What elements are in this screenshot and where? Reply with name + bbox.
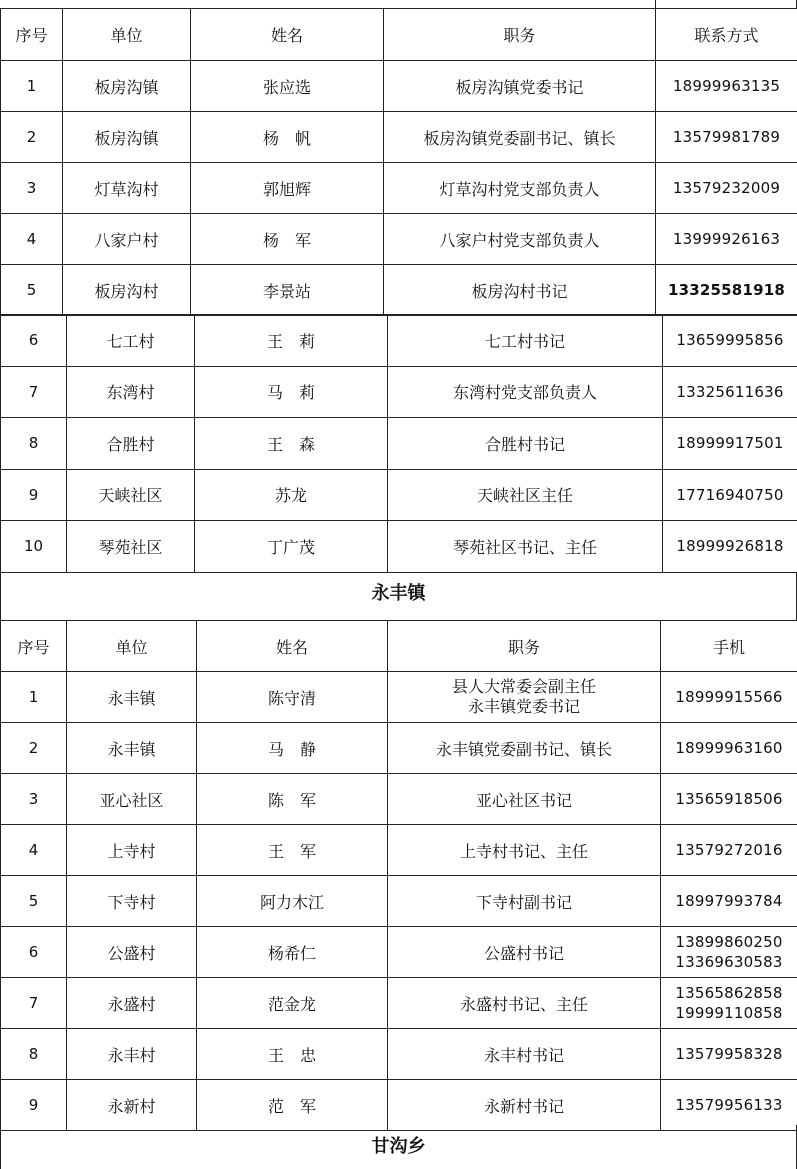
cell-index: 8: [1, 418, 67, 470]
position-line: 永丰镇党委书记: [467, 697, 580, 716]
cell-unit: 板房沟镇: [63, 61, 191, 112]
header-phone: 手机: [661, 621, 797, 672]
cell-unit: 七工村: [67, 315, 195, 367]
cell-index: 10: [1, 521, 67, 573]
cell-index: 5: [1, 265, 63, 316]
cell-index: 2: [1, 723, 67, 774]
cell-position: 板房沟镇党委书记: [384, 61, 656, 112]
cell-phone: 13579981789: [656, 112, 797, 163]
cell-phone: 13325611636: [663, 366, 797, 418]
header-position: 职务: [384, 9, 656, 61]
cell-index: 9: [1, 469, 67, 521]
cell-name: 张应选: [191, 61, 384, 112]
phone-line: 13565862858: [675, 984, 783, 1002]
table-row: [1, 163, 797, 214]
cell-position: 板房沟村书记: [384, 265, 656, 316]
header-index: 序号: [1, 9, 63, 61]
cell-position: 琴苑社区书记、主任: [388, 521, 663, 573]
cell-index: 7: [1, 366, 67, 418]
contact-table-yongfeng: [0, 620, 797, 1131]
cell-unit: 上寺村: [67, 825, 197, 876]
cell-unit: 合胜村: [67, 418, 195, 470]
cell-unit: 东湾村: [67, 366, 195, 418]
table-row: [1, 265, 797, 316]
cell-name: 王 莉: [195, 315, 388, 367]
cell-position: 上寺村书记、主任: [388, 825, 661, 876]
table-row: [1, 469, 797, 521]
cell-index: 1: [1, 672, 67, 723]
table-row: [1, 723, 797, 774]
cell-unit: 灯草沟村: [63, 163, 191, 214]
cell-phone: 13579958328: [661, 1029, 797, 1080]
cell-index: 6: [1, 927, 67, 978]
table-row: [1, 927, 797, 978]
cell-unit: 永丰镇: [67, 723, 197, 774]
cell-phone: 18999915566: [661, 672, 797, 723]
phone-line: 13899860250: [675, 933, 783, 951]
table-row: [1, 672, 797, 723]
cell-unit: 琴苑社区: [67, 521, 195, 573]
cell-position: 公盛村书记: [388, 927, 661, 978]
header-unit: 单位: [67, 621, 197, 672]
cell-name: 王 忠: [197, 1029, 388, 1080]
cell-phone: 13579272016: [661, 825, 797, 876]
cell-unit: 永丰镇: [67, 672, 197, 723]
cell-position: 天峡社区主任: [388, 469, 663, 521]
cell-phone: 13579232009: [656, 163, 797, 214]
header-unit: 单位: [63, 9, 191, 61]
cell-name: 范金龙: [197, 978, 388, 1029]
cell-unit: 八家户村: [63, 214, 191, 265]
cell-name: 陈 军: [197, 774, 388, 825]
cell-phone: 13659995856: [663, 315, 797, 367]
header-name: 姓名: [191, 9, 384, 61]
cell-phone: 18997993784: [661, 876, 797, 927]
header-contact: 联系方式: [656, 9, 797, 61]
cell-name: 阿力木江: [197, 876, 388, 927]
section-title-yongfeng: 永丰镇: [0, 572, 797, 620]
cell-unit: 板房沟村: [63, 265, 191, 316]
table-row: [1, 521, 797, 573]
cell-phone: 13565918506: [661, 774, 797, 825]
table-row: [1, 315, 797, 367]
table-header-row: [1, 621, 797, 672]
cell-name: 王 军: [197, 825, 388, 876]
cell-index: 3: [1, 163, 63, 214]
cell-position: 永丰镇党委副书记、镇长: [388, 723, 661, 774]
cell-name: 杨 帆: [191, 112, 384, 163]
cell-index: 6: [1, 315, 67, 367]
cell-name: 苏龙: [195, 469, 388, 521]
cell-position: 灯草沟村党支部负责人: [384, 163, 656, 214]
table-row: [1, 978, 797, 1029]
table-row: [1, 1029, 797, 1080]
cell-name: 马 莉: [195, 366, 388, 418]
cell-position: 合胜村书记: [388, 418, 663, 470]
cell-index: 8: [1, 1029, 67, 1080]
contact-table-a: [0, 8, 797, 316]
cell-unit: 亚心社区: [67, 774, 197, 825]
cell-phone: 13579956133: [661, 1080, 797, 1131]
cell-name: 陈守清: [197, 672, 388, 723]
cell-phone: 13999926163: [656, 214, 797, 265]
table-row: [1, 214, 797, 265]
cell-phone: 13325581918: [656, 265, 797, 316]
table-row: [1, 1080, 797, 1131]
cell-position: 永丰村书记: [388, 1029, 661, 1080]
table-row: [1, 876, 797, 927]
cell-position: 板房沟镇党委副书记、镇长: [384, 112, 656, 163]
table-header-row: [1, 9, 797, 61]
cell-position: 东湾村党支部负责人: [388, 366, 663, 418]
cell-phone: 18999963135: [656, 61, 797, 112]
cell-position: 八家户村党支部负责人: [384, 214, 656, 265]
cell-index: 3: [1, 774, 67, 825]
cell-position: 永新村书记: [388, 1080, 661, 1131]
cell-unit: 板房沟镇: [63, 112, 191, 163]
phone-line: 19999110858: [675, 1004, 783, 1022]
cell-position: 永盛村书记、主任: [388, 978, 661, 1029]
cell-name: 马 静: [197, 723, 388, 774]
table-row: [1, 366, 797, 418]
cell-unit: 下寺村: [67, 876, 197, 927]
cell-position: [388, 672, 661, 723]
cell-index: 4: [1, 825, 67, 876]
header-name: 姓名: [197, 621, 388, 672]
table-row: [1, 774, 797, 825]
cell-phone: 17716940750: [663, 469, 797, 521]
cell-unit: 公盛村: [67, 927, 197, 978]
cell-name: 王 森: [195, 418, 388, 470]
header-position: 职务: [388, 621, 661, 672]
cell-position: 下寺村副书记: [388, 876, 661, 927]
cell-phone: 18999917501: [663, 418, 797, 470]
section-title-gangou: 甘沟乡: [0, 1125, 797, 1169]
cell-phone: 18999963160: [661, 723, 797, 774]
header-index: 序号: [1, 621, 67, 672]
table-row: [1, 825, 797, 876]
cell-index: 7: [1, 978, 67, 1029]
cell-unit: 永新村: [67, 1080, 197, 1131]
cell-index: 4: [1, 214, 63, 265]
contact-table-a-continued: [0, 314, 797, 573]
cell-index: 2: [1, 112, 63, 163]
cell-name: 郭旭辉: [191, 163, 384, 214]
cell-name: 杨希仁: [197, 927, 388, 978]
table-row: [1, 112, 797, 163]
table-row: [1, 61, 797, 112]
cell-name: 范 军: [197, 1080, 388, 1131]
cell-name: 杨 军: [191, 214, 384, 265]
table-top-edge-right: [655, 0, 797, 8]
phone-line: 13369630583: [675, 953, 783, 971]
cell-unit: 永盛村: [67, 978, 197, 1029]
cell-phone: [661, 978, 797, 1029]
cell-index: 9: [1, 1080, 67, 1131]
cell-index: 5: [1, 876, 67, 927]
cell-phone: [661, 927, 797, 978]
cell-unit: 永丰村: [67, 1029, 197, 1080]
cell-name: 李景站: [191, 265, 384, 316]
position-line: 县人大常委会副主任: [451, 677, 596, 696]
cell-phone: 18999926818: [663, 521, 797, 573]
cell-position: 亚心社区书记: [388, 774, 661, 825]
cell-index: 1: [1, 61, 63, 112]
cell-position: 七工村书记: [388, 315, 663, 367]
cell-name: 丁广茂: [195, 521, 388, 573]
cell-unit: 天峡社区: [67, 469, 195, 521]
table-row: [1, 418, 797, 470]
